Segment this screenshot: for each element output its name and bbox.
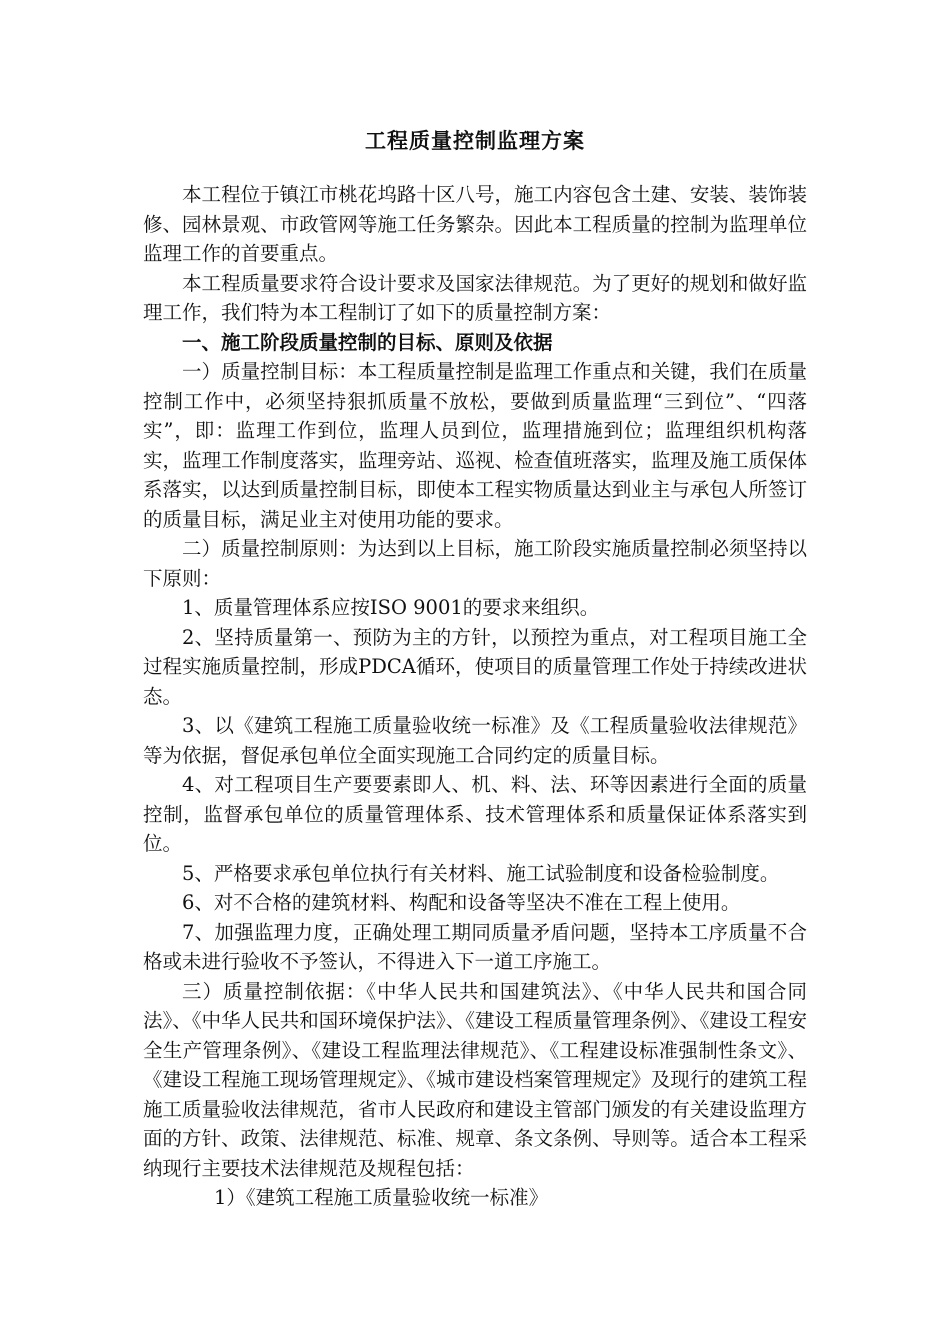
section-heading: 一、施工阶段质量控制的目标、原则及依据 [182, 330, 553, 354]
principle-item-2: 2、坚持质量第一、预防为主的方针，以预控为重点，对工程项目施工全过程实施质量控制，形成PDCA循环，使项目的质量管理工作处于持续改进状态。 [143, 625, 807, 708]
principle-item-6: 6、对不合格的建筑材料、构配和设备等坚决不准在工程上使用。 [182, 891, 741, 914]
paragraph-quality-basis: 三）质量控制依据：《中华人民共和国建筑法》、《中华人民共和国合同法》、《中华人民共和国环境保护法》、《建设工程质量管理条例》、《建设工程安全生产管理条例》、《建设工程监理法律规范》、《工程建设标准强制性条文》、《建设工程施工现场管理规定》、《城市建设档案管理规定》及现行的建筑工程施工质量验收法律规范，省市人民政府和建设主管部门颁发的有关建设监理方面的方针、政策、法律规范、标准、规章、条文条例、导则等。适合本工程采纳现行主要技术法律规范及规程包括： [143, 979, 807, 1180]
paragraph-intro: 本工程位于镇江市桃花坞路十区八号，施工内容包含土建、安装、装饰装修、园林景观、市政管网等施工任务繁杂。因此本工程质量的控制为监理单位监理工作的首要重点。 [143, 183, 807, 265]
paragraph-quality-goal: 一）质量控制目标：本工程质量控制是监理工作重点和关键，我们在质量控制工作中，必须坚持狠抓质量不放松，要做到质量监理“三到位”、“四落实”，即：监理工作到位，监理人员到位，监理措施到位；监理组织机构落实，监理工作制度落实，监理旁站、巡视、检查值班落实，监理及施工质保体系落实，以达到质量控制目标，即使本工程实物质量达到业主与承包人所签订的质量目标，满足业主对使用功能的要求。 [143, 360, 807, 531]
principle-item-5: 5、严格要求承包单位执行有关材料、施工试验制度和设备检验制度。 [182, 861, 780, 885]
paragraph-requirements: 本工程质量要求符合设计要求及国家法律规范。为了更好的规划和做好监理工作，我们特为本工程制订了如下的质量控制方案： [143, 271, 807, 324]
principle-item-1: 1、质量管理体系应按ISO 9001的要求来组织。 [182, 596, 600, 619]
principle-item-4: 4、对工程项目生产要要素即人、机、料、法、环等因素进行全面的质量控制，监督承包单位的质量管理体系、技术管理体系和质量保证体系落实到位。 [143, 773, 807, 855]
document-title: 工程质量控制监理方案 [365, 129, 585, 153]
principle-item-7: 7、加强监理力度，正确处理工期同质量矛盾问题，坚持本工序质量不合格或未进行验收不予签认，不得进入下一道工序施工。 [143, 920, 807, 973]
paragraph-quality-principles: 二）质量控制原则：为达到以上目标，施工阶段实施质量控制必须坚持以下原则： [143, 537, 807, 590]
document-body [143, 180, 807, 1213]
principle-item-3: 3、以《建筑工程施工质量验收统一标准》及《工程质量验收法律规范》等为依据，督促承包单位全面实现施工合同约定的质量目标。 [143, 714, 807, 767]
standard-list-item-1: 1）《建筑工程施工质量验收统一标准》 [214, 1186, 549, 1209]
